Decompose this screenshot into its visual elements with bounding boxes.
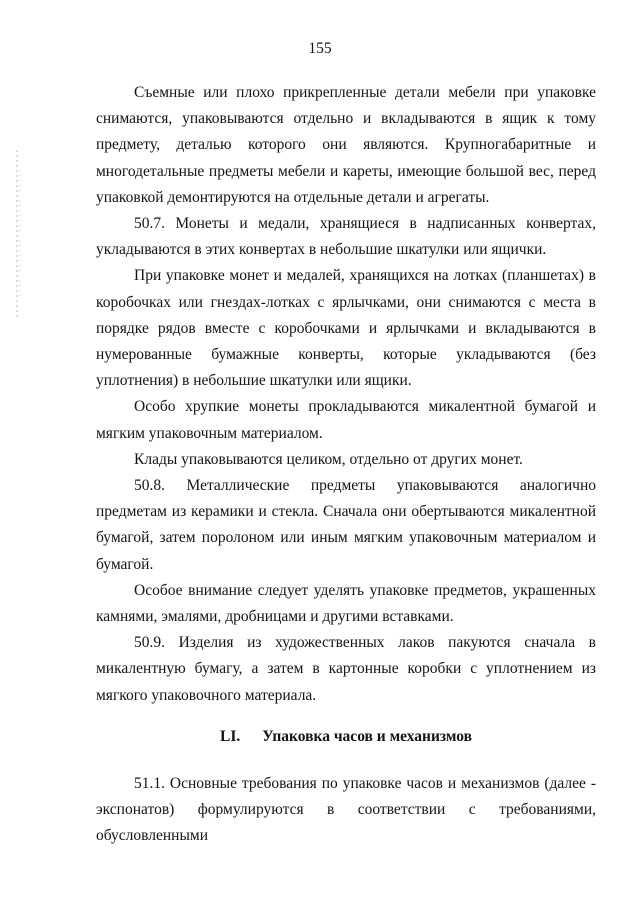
page-number: 155 <box>308 40 332 57</box>
paragraph-50-9-lacquer-items: 50.9. Изделия из художественных лаков пакуются сначала в микалентную бумагу, а затем в картонные коробки с уплотнением из мягкого упаковочного материала. <box>96 634 596 704</box>
paragraph-decorated-items: Особое внимание следует уделять упаковке предметов, украшенных камнями, эмалями, дробницами и другими вставками. <box>96 581 596 626</box>
paragraph-fragile-coins: Особо хрупкие монеты прокладываются микалентной бумагой и мягким упаковочным материалом. <box>96 398 596 442</box>
paragraph-51-1-requirements: 51.1. Основные требования по упаковке часов и механизмов (далее - экспонатов) формулируются в соответствии с требованиями, обусловленными <box>96 775 596 845</box>
paragraph-50-8-metal-items: 50.8. Металлические предметы упаковываются аналогично предметам из керамики и стекла. Сначала они обертываются микалентной бумагой, затем поролоном или иным мягким упаковочным материалом и бумагой. <box>96 477 596 573</box>
section-body-text <box>96 771 596 850</box>
section-title: Упаковка часов и механизмов <box>262 728 472 745</box>
scan-artifact-marks <box>14 150 22 320</box>
paragraph-coins-trays: При упаковке монет и медалей, хранящихся на лотках (планшетах) в коробочках или гнездах-лотках с ярлычками, они снимаются с места в порядке рядов вместе с коробочками и ярлычками и вкладываются в нумерованные бумажные конверты, которые укладываются (без уплотнения) в небольшие шкатулки или ящики. <box>96 267 596 390</box>
paragraph-50-7-coins-envelopes: 50.7. Монеты и медали, хранящиеся в надписанных конвертах, укладываются в этих конвертах в небольшие шкатулки или ящички. <box>96 215 596 259</box>
section-heading <box>96 728 596 746</box>
section-number: LI. <box>220 728 241 745</box>
paragraph-hoards: Клады упаковываются целиком, отдельно от других монет. <box>134 450 523 468</box>
body-text <box>96 80 596 709</box>
paragraph-furniture-parts: Съемные или плохо прикрепленные детали мебели при упаковке снимаются, упаковываются отдельно и вкладываются в ящик к тому предмету, деталью которого они являются. Крупногабаритные и многодетальные предметы мебели и кареты, имеющие большой вес, перед упаковкой демонтируются на отдельные детали и агрегаты. <box>96 84 596 206</box>
